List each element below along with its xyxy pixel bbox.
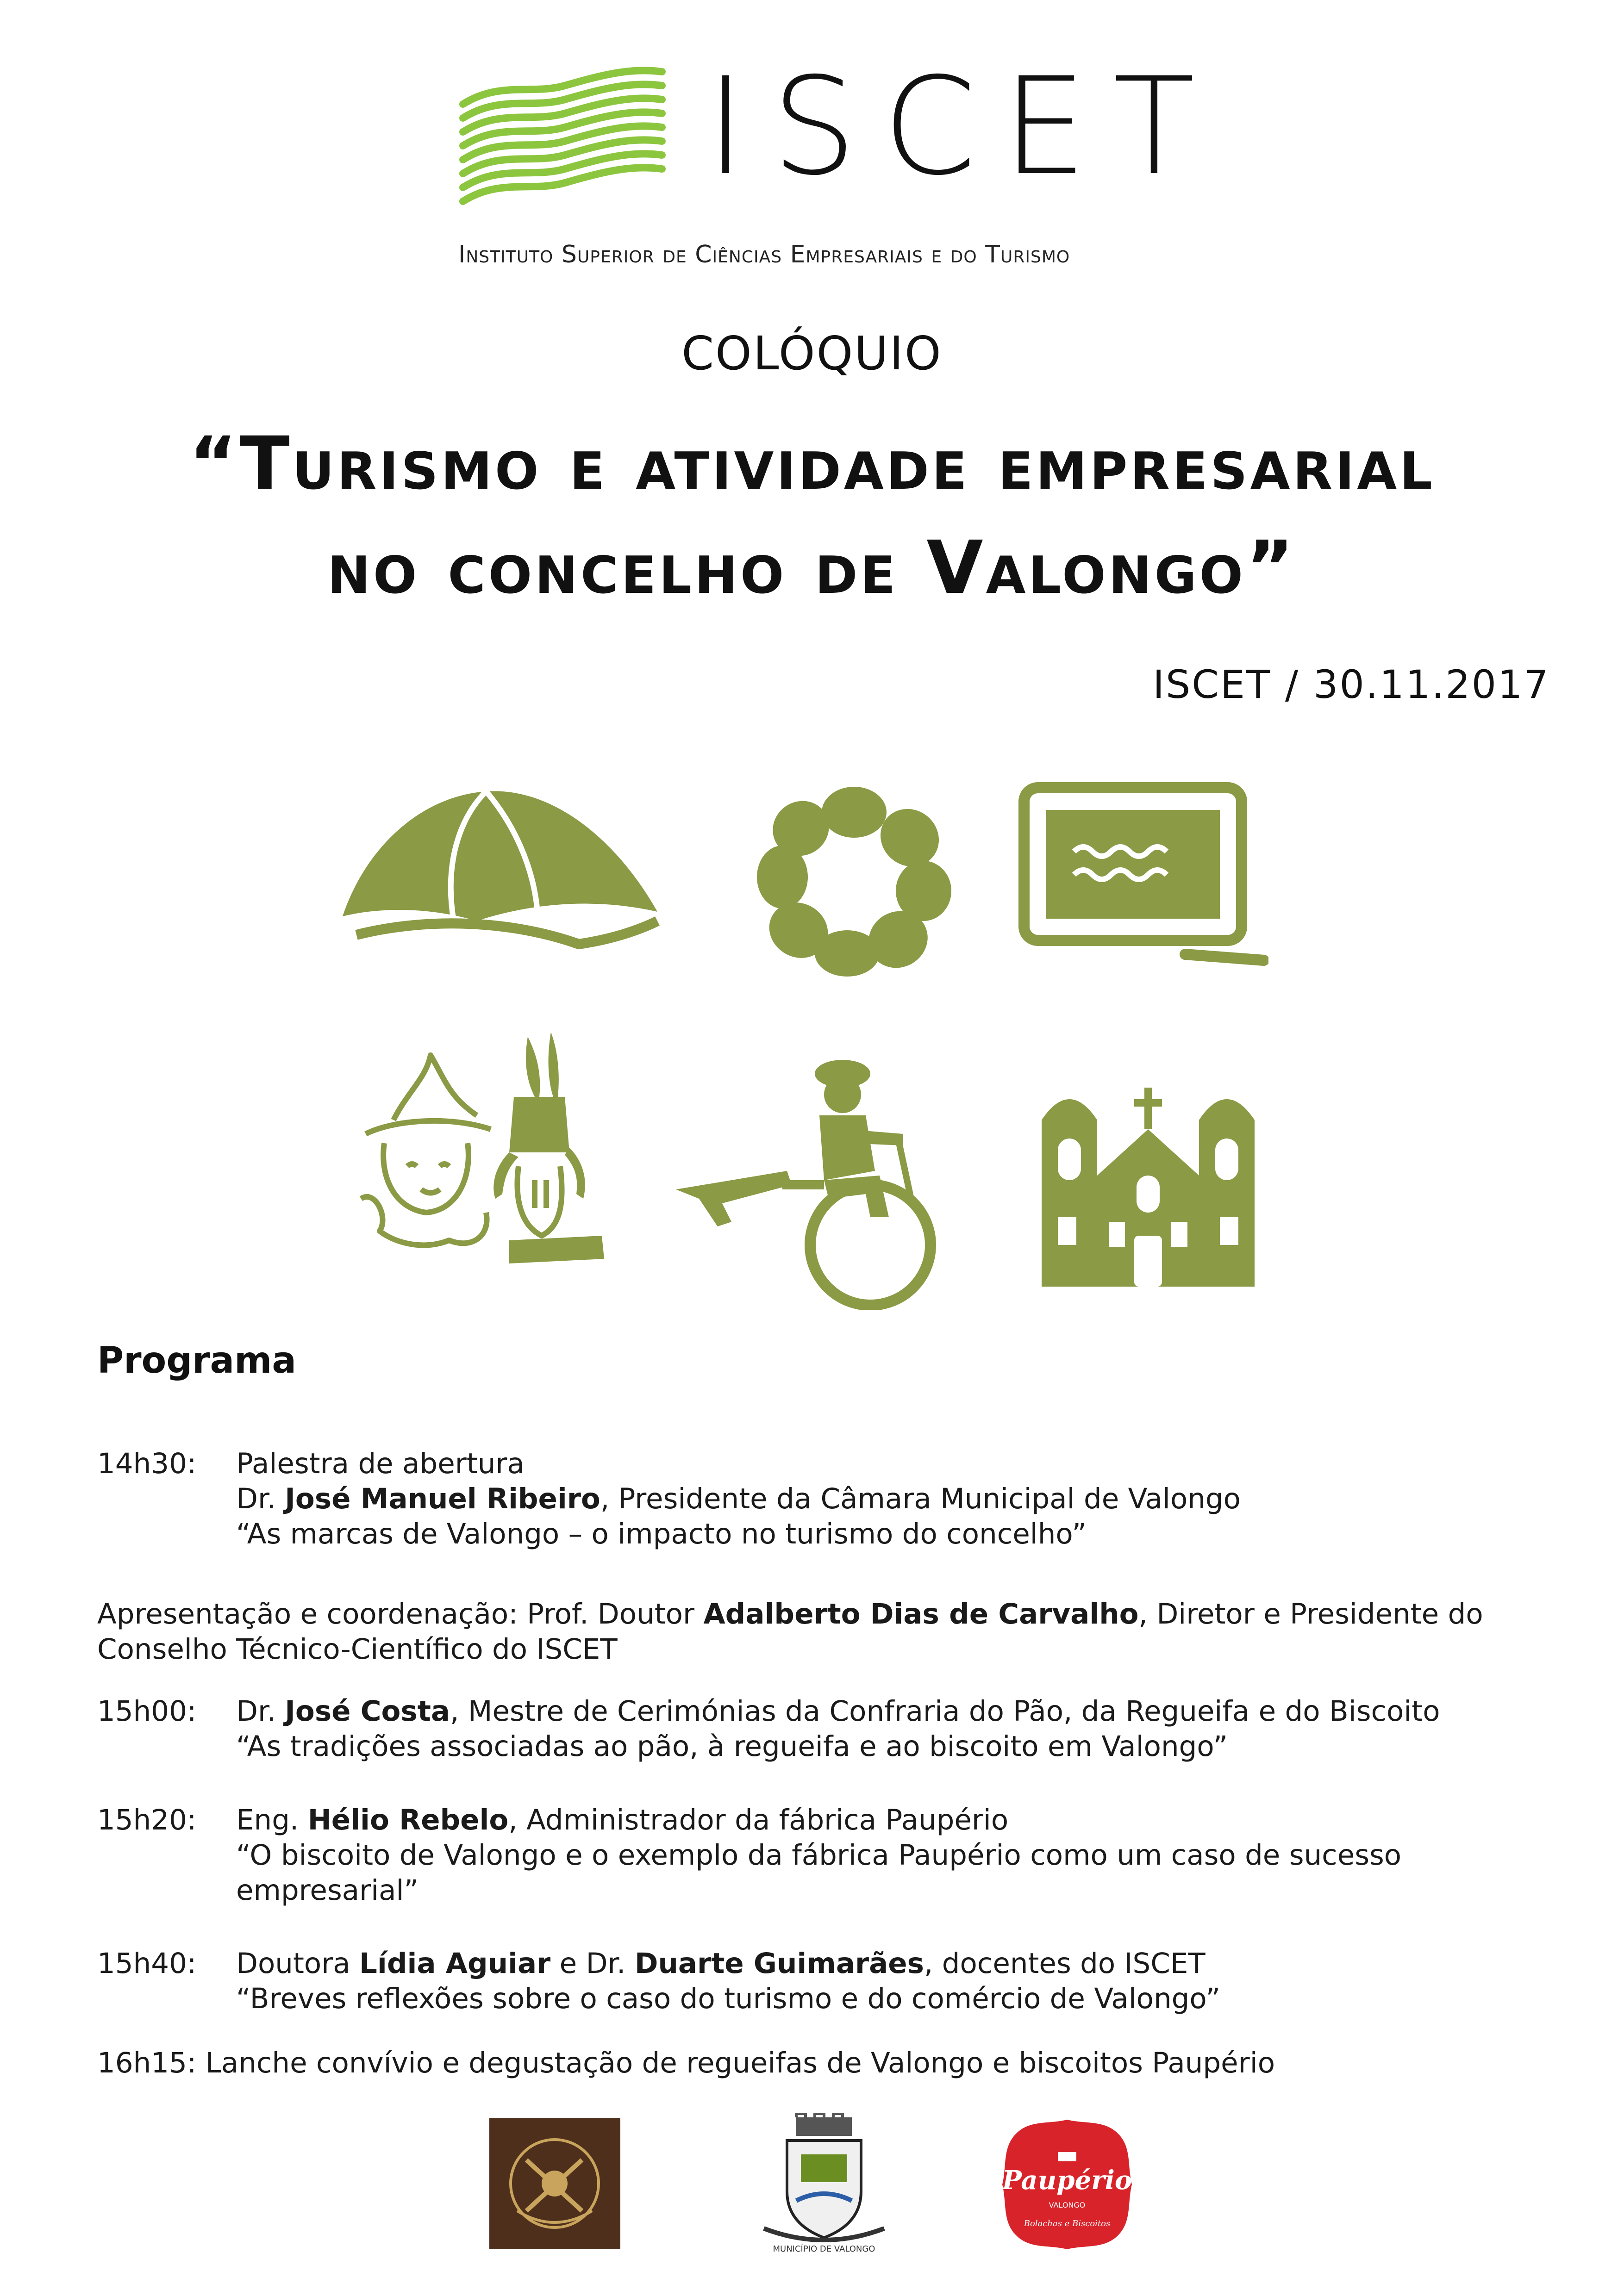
event-title-line-2: no concelho de Valongo”: [327, 525, 1297, 610]
church-icon: [1042, 1069, 1255, 1287]
pauperio-logo: [998, 2115, 1137, 2254]
program-coordination: Apresentação e coordenação: Prof. Doutor Adalberto Dias de Carvalho, Diretor e Presidente do Conselho Técnico-Científico do ISCET: [97, 1598, 1483, 1666]
program-talk-cont: empresarial”: [236, 1874, 419, 1907]
program-speaker: Doutora Lídia Aguiar e Dr. Duarte Guimarães, docentes do ISCET: [236, 1947, 1206, 1980]
program-talk: “As marcas de Valongo – o impacto no turismo do concelho”: [236, 1518, 1087, 1550]
program-closing: 16h15: Lanche convívio e degustação de regueifas de Valongo e biscoitos Paupério: [97, 2047, 1275, 2079]
pauperio-name: Paupério: [1002, 2165, 1132, 2196]
pauperio-tag: Bolachas e Biscoitos: [1024, 2219, 1111, 2228]
confraria-logo: [489, 2118, 620, 2249]
folk-figures-icon: [352, 1027, 630, 1268]
program-talk: “As tradições associadas ao pão, à regueifa e ao biscoito em Valongo”: [236, 1730, 1228, 1763]
event-date: ISCET / 30.11.2017: [1153, 662, 1550, 707]
program-talk: “O biscoito de Valongo e o exemplo da fábrica Paupério como um caso de sucesso: [236, 1839, 1402, 1872]
program-speaker: Dr. José Costa, Mestre de Cerimónias da Confraria do Pão, da Regueifa e do Biscoito: [236, 1695, 1440, 1728]
confraria-emblem-icon: [489, 2118, 620, 2249]
program-time: 15h00:: [97, 1695, 197, 1728]
program-title: Palestra de abertura: [236, 1447, 525, 1480]
event-type: COLÓQUIO: [681, 326, 943, 380]
pauperio-sub: VALONGO: [1049, 2201, 1086, 2209]
program-talk: “Breves reflexões sobre o caso do turismo e do comércio de Valongo”: [236, 1982, 1221, 2015]
institution-subtitle: Instituto Superior de Ciências Empresariais e do Turismo: [458, 241, 1070, 268]
knife-grinder-cyclist-icon: [671, 1051, 958, 1310]
program-time: 14h30:: [97, 1447, 197, 1480]
program-time: 15h40:: [97, 1947, 197, 1980]
program-speaker: Dr. José Manuel Ribeiro, Presidente da Câmara Municipal de Valongo: [236, 1482, 1241, 1515]
iscet-wordmark: ISCET: [706, 49, 1221, 205]
program-heading: Programa: [97, 1340, 297, 1381]
regueifa-bread-icon: [755, 782, 954, 977]
municipio-valongo-coat-of-arms: [750, 2113, 898, 2261]
program-time: 15h20:: [97, 1804, 197, 1836]
municipio-label: MUNICÍPIO DE VALONGO: [773, 2244, 875, 2254]
mountain-icon: [338, 782, 662, 953]
iscet-wave-logo: [458, 62, 671, 211]
event-title: [0, 412, 1624, 620]
event-title-line-1: “Turismo e atividade empresarial: [189, 421, 1435, 506]
chalkboard-icon: [1018, 782, 1268, 977]
program-speaker: Eng. Hélio Rebelo, Administrador da fábrica Paupério: [236, 1804, 1009, 1836]
